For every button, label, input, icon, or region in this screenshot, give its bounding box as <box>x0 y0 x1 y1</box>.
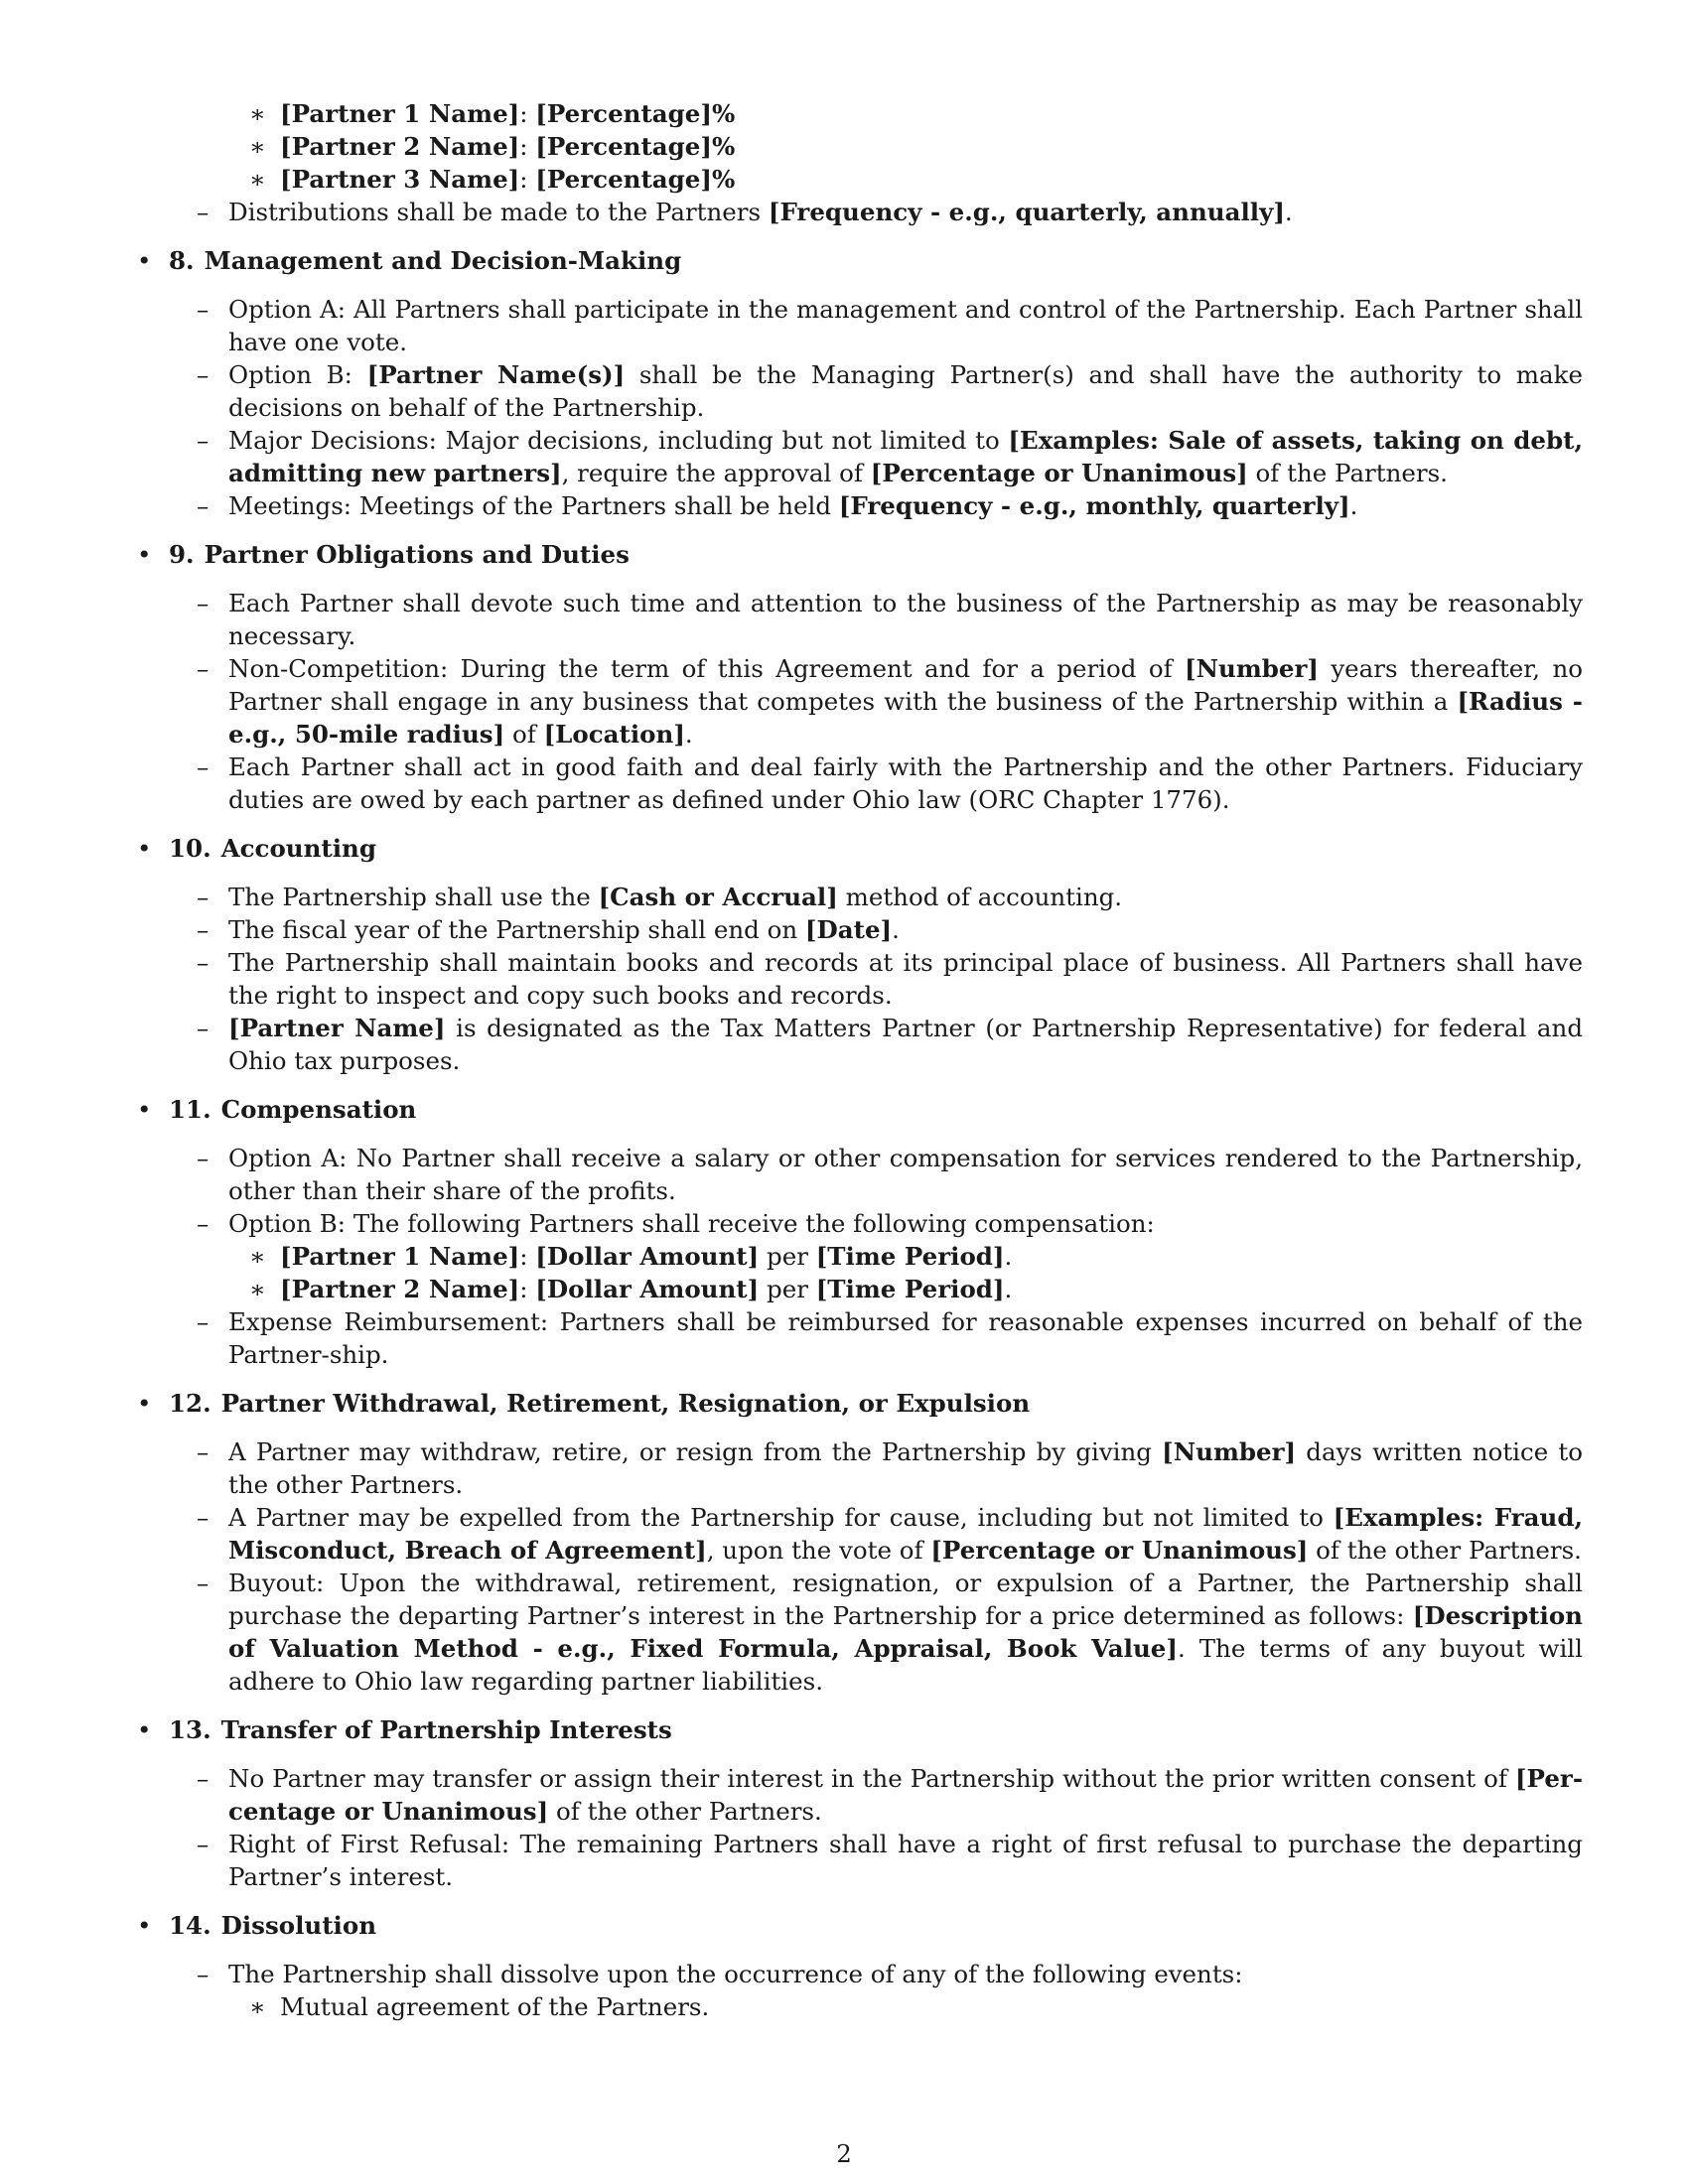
placeholder-field: [Percentage]% <box>535 165 736 194</box>
list-item <box>137 1142 1583 1207</box>
placeholder-field: [Date] <box>804 915 893 944</box>
list-item <box>137 1567 1583 1698</box>
document-body <box>137 97 1583 2023</box>
item-text: Non-Competition: During the term of this Agreement and for a period of <box>228 654 1186 683</box>
placeholder-field: [Partner Name(s)] <box>366 360 626 389</box>
placeholder-field: [Frequency - e.g., monthly, quarterly] <box>838 491 1350 520</box>
item-text: Distributions shall be made to the Partners <box>228 198 769 226</box>
item-text: of the other Partners. <box>548 1797 822 1826</box>
asterisk-bullet-icon: ∗ <box>249 165 266 194</box>
placeholder-field: [Partner 1 Name] <box>280 1242 520 1271</box>
bullet-icon: • <box>137 1911 152 1940</box>
dash-bullet-icon: – <box>197 360 210 389</box>
asterisk-bullet-icon: ∗ <box>249 132 266 161</box>
list-item: ∗ [Partner 2 Name]: [Dollar Amount] per [Time Period]. <box>249 1275 1013 1303</box>
placeholder-field: [Time Period] <box>815 1275 1005 1303</box>
placeholder-field: [Radius - e.g., 50-mile radius] <box>228 687 1583 749</box>
item-text: Mutual agreement of the Partners. <box>280 1992 710 2021</box>
item-text: days written notice to the other Partners. <box>228 1437 1584 1499</box>
item-text: of the Partners. <box>1247 459 1448 487</box>
placeholder-field: [Percentage or Unanimous] <box>870 459 1248 487</box>
placeholder-field: [Description of Valuation Method - e.g., Fixed Formula, Appraisal, Book Value] <box>228 1601 1583 1663</box>
item-text: A Partner may be expelled from the Partnership for cause, including but not limited to <box>228 1503 1334 1532</box>
item-text: The fiscal year of the Partnership shall end on <box>228 915 805 944</box>
placeholder-field: [Location] <box>543 720 685 749</box>
section-heading-11 <box>137 1093 1583 1126</box>
dash-bullet-icon: – <box>197 1764 210 1793</box>
item-text: Meetings: Meetings of the Partners shall be held <box>228 491 839 520</box>
dash-bullet-icon: – <box>197 883 210 911</box>
list-item <box>137 489 1583 522</box>
item-text: Option B: The following Partners shall receive the following compensation: <box>228 1209 1155 1238</box>
item-text: per <box>759 1242 816 1271</box>
dash-bullet-icon: – <box>197 948 210 977</box>
bullet-icon: • <box>137 1095 152 1124</box>
asterisk-bullet-icon: ∗ <box>249 1992 266 2021</box>
placeholder-field: [Examples: Sale of assets, taking on debt, admitting new partners] <box>228 426 1583 487</box>
list-item <box>137 1012 1583 1077</box>
section-title: Partner Obligations and Duties <box>204 540 630 569</box>
placeholder-field: [Per-centage or Unanimous] <box>228 1764 1583 1826</box>
placeholder-field: [Number] <box>1185 654 1319 683</box>
section-number: 12. <box>169 1389 211 1418</box>
dash-bullet-icon: – <box>197 1209 210 1238</box>
dash-bullet-icon: – <box>197 1569 210 1597</box>
item-text: , upon the vote of <box>706 1536 931 1565</box>
dash-bullet-icon: – <box>197 654 210 683</box>
dash-bullet-icon: – <box>197 1014 210 1042</box>
list-item <box>137 751 1583 816</box>
list-item <box>137 1990 1583 2023</box>
section-number: 13. <box>169 1715 211 1744</box>
item-text: Option B: <box>228 360 367 389</box>
dash-bullet-icon: – <box>197 1830 210 1858</box>
list-item <box>137 293 1583 358</box>
list-item: ∗ [Partner 2 Name]: [Percentage]% <box>249 132 736 161</box>
item-text: . <box>1004 1242 1013 1271</box>
dash-bullet-icon: – <box>197 1307 210 1336</box>
list-item <box>137 1762 1583 1828</box>
section-number: 10. <box>169 834 211 863</box>
section-title: Partner Withdrawal, Retirement, Resignation, or Expulsion <box>220 1389 1031 1418</box>
dash-bullet-icon: – <box>197 752 210 781</box>
item-text: Major Decisions: Major decisions, including but not limited to <box>228 426 1009 455</box>
placeholder-field: [Partner 1 Name] <box>280 99 520 128</box>
placeholder-field: [Cash or Accrual] <box>598 883 838 911</box>
list-item <box>137 587 1583 652</box>
item-text: The Partnership shall dissolve upon the occurrence of any of the following events: <box>228 1960 1243 1988</box>
item-text: . <box>1004 1275 1013 1303</box>
list-item <box>137 1435 1583 1501</box>
item-text: of <box>504 720 544 749</box>
list-item <box>137 881 1583 913</box>
item-text: No Partner may transfer or assign their interest in the Partnership without the prior written consent of <box>228 1764 1515 1793</box>
placeholder-field: [Dollar Amount] <box>535 1275 760 1303</box>
list-item <box>137 1501 1583 1567</box>
list-item: ∗ [Partner 1 Name]: [Percentage]% <box>249 99 736 128</box>
list-item <box>137 1958 1583 1990</box>
asterisk-bullet-icon: ∗ <box>249 1242 266 1271</box>
placeholder-field: [Partner 2 Name] <box>280 132 520 161</box>
item-text: Option A: All Partners shall participate in the management and control of the Partnership. Each Partner shall have one vote. <box>228 295 1583 356</box>
section-heading-9 <box>137 538 1583 571</box>
placeholder-field: [Dollar Amount] <box>535 1242 760 1271</box>
item-text: shall be the Managing Partner(s) and shall have the authority to make decisions on behalf of the Partnership. <box>228 360 1583 422</box>
section-heading-10 <box>137 832 1583 865</box>
item-text: A Partner may withdraw, retire, or resign from the Partnership by giving <box>228 1437 1163 1466</box>
section-title: Compensation <box>220 1095 417 1124</box>
item-text: . <box>684 720 693 749</box>
list-item <box>137 652 1583 751</box>
bullet-icon: • <box>137 1389 152 1418</box>
dash-bullet-icon: – <box>197 1503 210 1532</box>
placeholder-field: [Examples: Fraud, Misconduct, Breach of Agreement] <box>228 1503 1583 1565</box>
placeholder-field: [Percentage]% <box>535 99 736 128</box>
section-title: Transfer of Partnership Interests <box>220 1715 672 1744</box>
item-text: is designated as the Tax Matters Partner (or Partnership Representative) for federal and Ohio tax purposes. <box>228 1014 1583 1075</box>
asterisk-bullet-icon: ∗ <box>249 1275 266 1303</box>
list-item <box>137 913 1583 946</box>
dash-bullet-icon: – <box>197 426 210 455</box>
placeholder-field: [Partner Name] <box>228 1014 446 1042</box>
placeholder-field: [Number] <box>1162 1437 1297 1466</box>
section-number: 14. <box>169 1911 211 1940</box>
dash-bullet-icon: – <box>197 1144 210 1172</box>
list-item: ∗ [Partner 3 Name]: [Percentage]% <box>249 165 736 194</box>
section-heading-8 <box>137 244 1583 277</box>
dash-bullet-icon: – <box>197 589 210 617</box>
item-text: Each Partner shall act in good faith and deal fairly with the Partnership and the other Partners. Fiduciary duties are owed by each partner as defined under Ohio law (ORC Chapter 1776). <box>228 752 1583 814</box>
list-item <box>137 196 1583 228</box>
bullet-icon: • <box>137 834 152 863</box>
placeholder-field: [Percentage]% <box>535 132 736 161</box>
bullet-icon: • <box>137 1715 152 1744</box>
bullet-icon: • <box>137 246 152 275</box>
list-item <box>137 1828 1583 1893</box>
section-number: 9. <box>169 540 195 569</box>
section-number: 8. <box>169 246 195 275</box>
item-text: Expense Reimbursement: Partners shall be reimbursed for reasonable expenses incurred on behalf of the Partner-ship. <box>228 1307 1583 1369</box>
list-item <box>137 358 1583 424</box>
item-text: The Partnership shall maintain books and records at its principal place of business. All Partners shall have the right to inspect and copy such books and records. <box>228 948 1583 1010</box>
list-item <box>137 424 1583 489</box>
item-text: Right of First Refusal: The remaining Partners shall have a right of first refusal to purchase the departing Partner’s interest. <box>228 1830 1583 1891</box>
dash-bullet-icon: – <box>197 1437 210 1466</box>
item-text: , require the approval of <box>561 459 871 487</box>
item-text: method of accounting. <box>837 883 1123 911</box>
bullet-icon: • <box>137 540 152 569</box>
list-item <box>137 946 1583 1012</box>
list-item <box>137 1207 1583 1240</box>
placeholder-field: [Percentage or Unanimous] <box>930 1536 1309 1565</box>
section-title: Management and Decision-Making <box>204 246 682 275</box>
section-title: Dissolution <box>220 1911 377 1940</box>
dash-bullet-icon: – <box>197 295 210 324</box>
section-heading-14 <box>137 1909 1583 1942</box>
dash-bullet-icon: – <box>197 491 210 520</box>
item-text: Buyout: Upon the withdrawal, retirement, resignation, or expulsion of a Partner, the Partnership shall purchase the departing Partner’s interest in the Partnership for a price determined as follows: <box>228 1569 1583 1630</box>
item-text: of the other Partners. <box>1308 1536 1582 1565</box>
placeholder-field: [Partner 3 Name] <box>280 165 520 194</box>
placeholder-field: [Partner 2 Name] <box>280 1275 520 1303</box>
dash-bullet-icon: – <box>197 915 210 944</box>
section-title: Accounting <box>220 834 377 863</box>
list-item: ∗ [Partner 1 Name]: [Dollar Amount] per [Time Period]. <box>249 1242 1013 1271</box>
section-heading-12 <box>137 1387 1583 1420</box>
item-text: . <box>892 915 900 944</box>
section-number: 11. <box>169 1095 211 1124</box>
placeholder-field: [Frequency - e.g., quarterly, annually] <box>768 198 1285 226</box>
item-text: The Partnership shall use the <box>228 883 599 911</box>
list-item <box>137 1305 1583 1371</box>
asterisk-bullet-icon: ∗ <box>249 99 266 128</box>
item-text: Option A: No Partner shall receive a salary or other compensation for services rendered to the Partnership, other than their share of the profits. <box>228 1144 1583 1205</box>
page-number: 2 <box>836 2139 852 2168</box>
dash-bullet-icon: – <box>197 198 210 226</box>
item-text: . The terms of any buyout will adhere to Ohio law regarding partner liabilities. <box>228 1634 1583 1696</box>
dash-bullet-icon: – <box>197 1960 210 1988</box>
placeholder-field: [Time Period] <box>815 1242 1005 1271</box>
section-heading-13 <box>137 1713 1583 1746</box>
item-text: . <box>1284 198 1293 226</box>
item-text: . <box>1349 491 1358 520</box>
item-text: Each Partner shall devote such time and attention to the business of the Partnership as may be reasonably necessary. <box>228 589 1583 650</box>
item-text: per <box>759 1275 816 1303</box>
item-text: years thereafter, no Partner shall engage in any business that competes with the business of the Partnership within a <box>228 654 1583 716</box>
